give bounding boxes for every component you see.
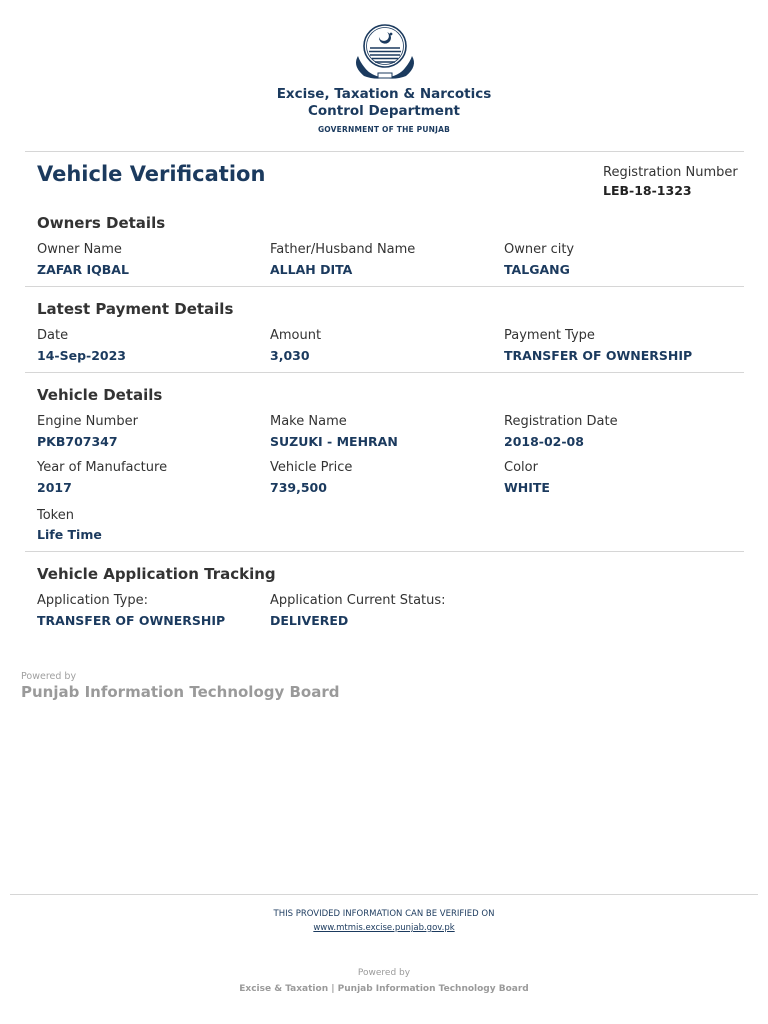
payment-type-label: Payment Type [504, 328, 595, 343]
application-status-value: DELIVERED [270, 613, 349, 628]
year-of-manufacture-value: 2017 [37, 480, 72, 495]
registration-number-label: Registration Number [603, 165, 738, 180]
vehicle-price-label: Vehicle Price [270, 460, 353, 475]
payment-amount-label: Amount [270, 328, 322, 343]
vehicle-details-heading: Vehicle Details [37, 386, 163, 404]
payment-type-value: TRANSFER OF OWNERSHIP [504, 348, 693, 363]
father-name-value: ALLAH DITA [270, 262, 353, 277]
vehicle-price-value: 739,500 [270, 480, 327, 495]
verify-link[interactable]: www.mtmis.excise.punjab.gov.pk [313, 923, 455, 933]
footer-powered-by: Powered by [357, 968, 411, 978]
registration-date-value: 2018-02-08 [504, 434, 584, 449]
engine-number-value: PKB707347 [37, 434, 118, 449]
application-status-label: Application Current Status: [270, 593, 446, 608]
header-divider [25, 151, 744, 152]
owner-city-value: TALGANG [504, 262, 570, 277]
color-label: Color [504, 460, 538, 475]
footer-divider [10, 894, 758, 895]
owner-name-label: Owner Name [37, 242, 122, 257]
father-name-label: Father/Husband Name [270, 242, 416, 257]
registration-date-label: Registration Date [504, 414, 618, 429]
make-name-value: SUZUKI - MEHRAN [270, 434, 398, 449]
punjab-government-seal-icon [348, 20, 422, 82]
page-title: Vehicle Verification [37, 162, 266, 186]
token-label: Token [37, 508, 74, 523]
year-of-manufacture-label: Year of Manufacture [37, 460, 168, 475]
engine-number-label: Engine Number [37, 414, 138, 429]
section-divider [25, 286, 744, 287]
owners-details-heading: Owners Details [37, 214, 166, 232]
color-value: WHITE [504, 480, 550, 495]
token-value: Life Time [37, 527, 102, 542]
payment-date-label: Date [37, 328, 69, 343]
owner-name-value: ZAFAR IQBAL [37, 262, 129, 277]
section-divider [25, 551, 744, 552]
application-tracking-heading: Vehicle Application Tracking [37, 565, 276, 583]
payment-amount-value: 3,030 [270, 348, 310, 363]
section-divider [25, 372, 744, 373]
government-subtitle: GOVERNMENT OF THE PUNJAB [317, 125, 451, 134]
make-name-label: Make Name [270, 414, 347, 429]
powered-by-label: Powered by [21, 671, 77, 682]
footer-powered-line: Excise & Taxation | Punjab Information Technology Board [239, 984, 529, 994]
application-type-label: Application Type: [37, 593, 149, 608]
registration-number-value: LEB-18-1323 [603, 183, 692, 198]
owner-city-label: Owner city [504, 242, 575, 257]
department-title-line2: Control Department [307, 103, 461, 119]
payment-details-heading: Latest Payment Details [37, 300, 234, 318]
payment-date-value: 14-Sep-2023 [37, 348, 126, 363]
department-title-line1: Excise, Taxation & Narcotics [276, 86, 492, 102]
verify-notice: THIS PROVIDED INFORMATION CAN BE VERIFIED ON [273, 909, 495, 919]
powered-by-org: Punjab Information Technology Board [21, 683, 340, 701]
application-type-value: TRANSFER OF OWNERSHIP [37, 613, 226, 628]
